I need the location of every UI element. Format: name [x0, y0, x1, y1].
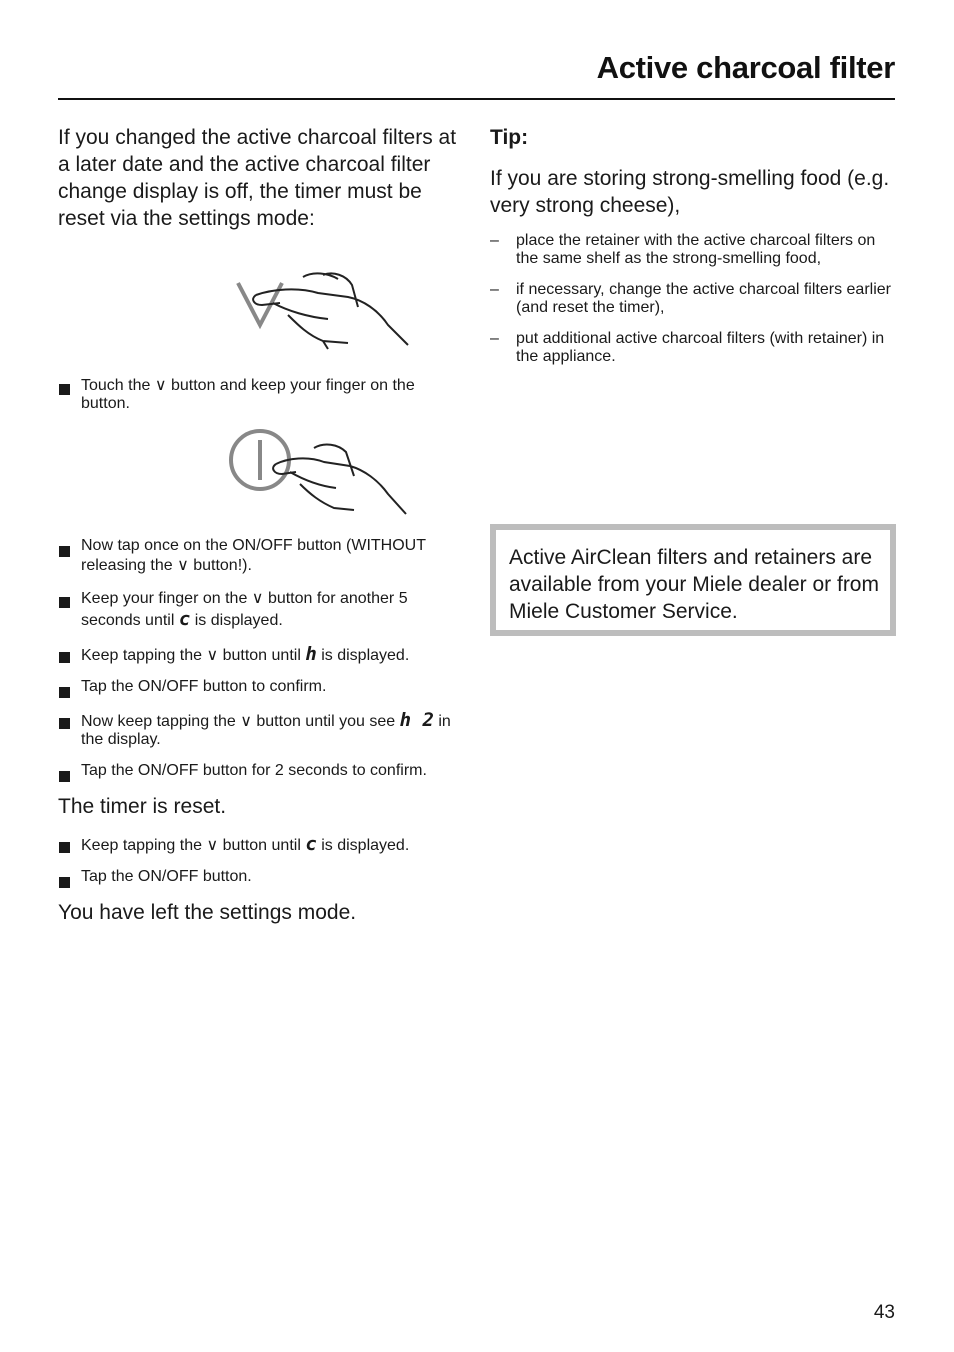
bullet-square-icon	[59, 718, 70, 729]
display-code: c	[305, 833, 317, 855]
step-confirm: Tap the ON/OFF button to confirm.	[58, 678, 468, 696]
tap-power-button-illustration	[58, 426, 468, 524]
display-code: h 2	[399, 709, 434, 731]
bullet-square-icon	[59, 384, 70, 395]
touch-down-button-illustration	[58, 245, 468, 375]
bullet-square-icon	[59, 597, 70, 608]
note-box	[490, 524, 896, 636]
dash-bullet: –	[490, 232, 499, 249]
step-tap-until-h: Keep tapping the ∨ button until h is displayed.	[58, 643, 468, 665]
tip-column	[490, 124, 895, 379]
instructions-column	[58, 124, 468, 939]
timer-reset-text: The timer is reset.	[58, 795, 227, 818]
dash-bullet: –	[490, 281, 499, 298]
dash-bullet: –	[490, 330, 499, 347]
step-tap-onoff: Now tap once on the ON/OFF button (WITHOUT releasing the ∨ button!).	[58, 537, 468, 575]
step-touch-down-button: Touch the ∨ button and keep your finger on the button.	[58, 375, 468, 413]
bullet-square-icon	[59, 546, 70, 557]
note-text: Active AirClean filters and retainers are available from your Miele dealer or from Miele Customer Service.	[509, 546, 879, 623]
left-settings-mode-text: You have left the settings mode.	[58, 901, 357, 924]
title-divider	[58, 98, 895, 100]
step-confirm-2-seconds: Tap the ON/OFF button for 2 seconds to confirm.	[58, 762, 468, 780]
bullet-square-icon	[59, 771, 70, 782]
tip-item: – if necessary, change the active charcoal filters earlier (and reset the timer),	[490, 281, 891, 316]
bullet-square-icon	[59, 687, 70, 698]
tip-heading: Tip:	[490, 126, 529, 149]
bullet-square-icon	[59, 842, 70, 853]
page-number: 43	[873, 1302, 895, 1323]
step-hold-5-seconds: Keep your finger on the ∨ button for another 5 seconds until c is displayed.	[58, 588, 468, 630]
display-code: h	[305, 643, 317, 665]
tip-intro: If you are storing strong-smelling food (e.g. very strong cheese),	[490, 167, 890, 217]
display-code: c	[178, 608, 191, 630]
finger-on-power-button-icon	[228, 426, 468, 518]
step-tap-onoff-exit: Tap the ON/OFF button.	[58, 868, 468, 886]
bullet-square-icon	[59, 652, 70, 663]
page-title: Active charcoal filter	[596, 50, 895, 85]
tip-item: – put additional active charcoal filters (with retainer) in the appliance.	[490, 330, 885, 365]
step-tap-until-c: Keep tapping the ∨ button until c is displayed.	[58, 833, 468, 855]
step-tap-until-h2: Now keep tapping the ∨ button until you see h 2 in the display.	[58, 709, 468, 749]
bullet-square-icon	[59, 877, 70, 888]
finger-on-down-button-icon	[228, 245, 468, 367]
intro-paragraph: If you changed the active charcoal filters at a later date and the active charcoal filter change display is off, the timer must be reset via the settings mode:	[58, 126, 457, 230]
tip-item: – place the retainer with the active charcoal filters on the same shelf as the strong-smelling food,	[490, 232, 876, 267]
